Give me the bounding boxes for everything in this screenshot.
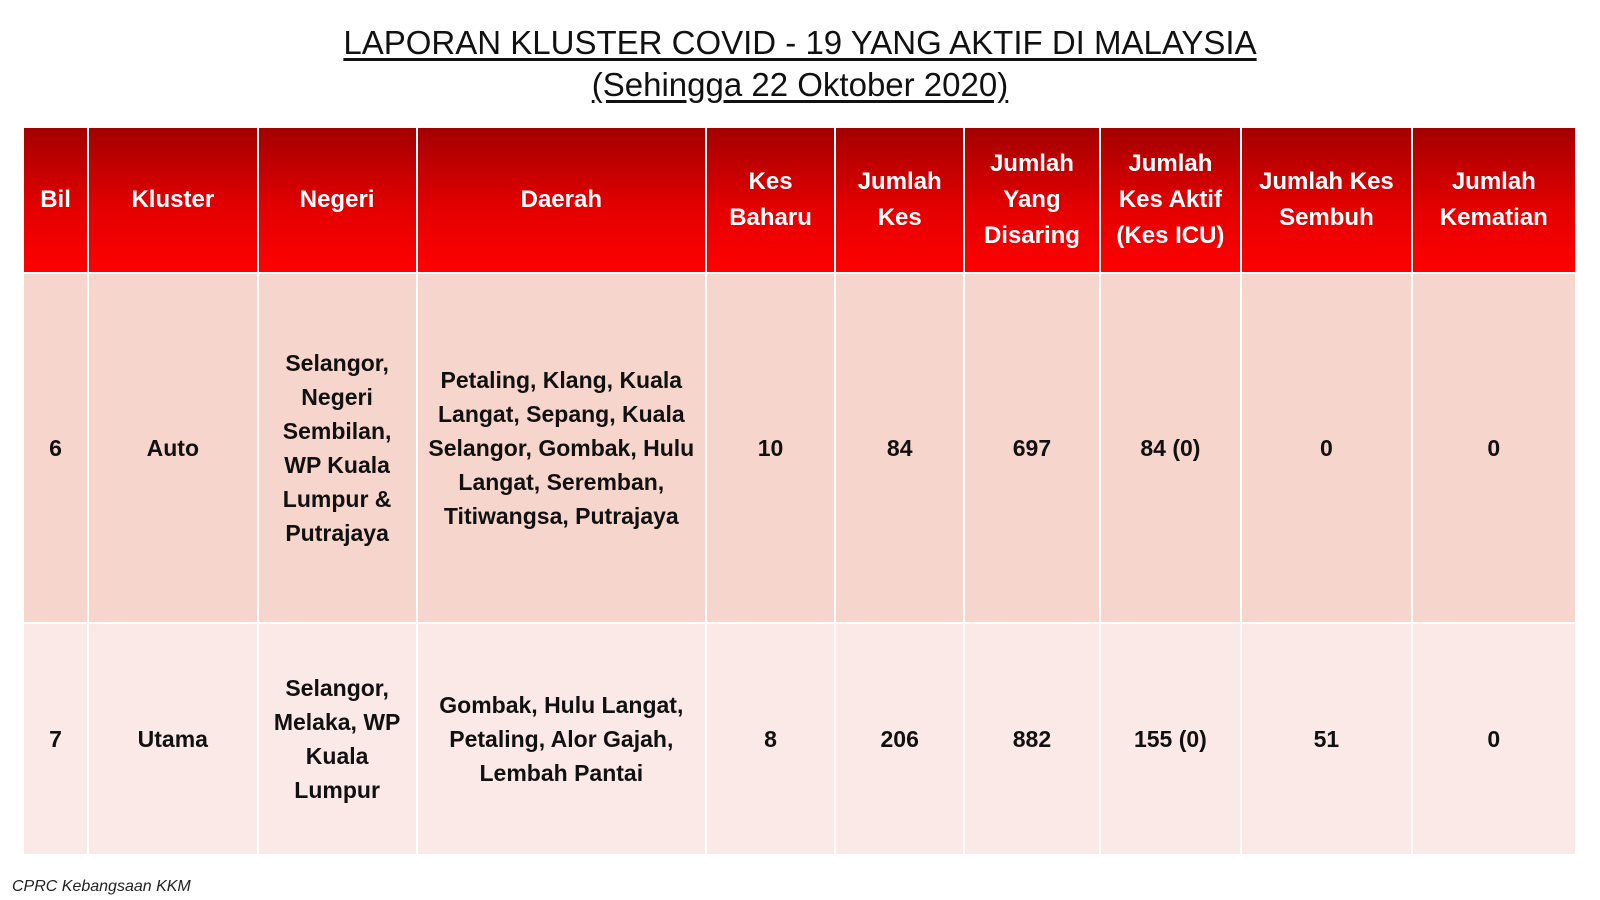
cell-bil: 7	[23, 623, 88, 855]
cell-negeri: Selangor, Negeri Sembilan, WP Kuala Lumpur & Putrajaya	[258, 273, 417, 623]
header-jumlah-kes: Jumlah Kes	[835, 127, 964, 273]
cell-jumlah-sembuh: 0	[1241, 273, 1411, 623]
footer-source: CPRC Kebangsaan KKM	[12, 878, 191, 895]
header-jumlah-sembuh: Jumlah Kes Sembuh	[1241, 127, 1411, 273]
table-row	[23, 273, 1576, 623]
cell-jumlah-kes: 206	[835, 623, 964, 855]
cell-jumlah-disaring: 697	[964, 273, 1099, 623]
cell-daerah: Gombak, Hulu Langat, Petaling, Alor Gajah, Lembah Pantai	[417, 623, 706, 855]
title-line-1: LAPORAN KLUSTER COVID - 19 YANG AKTIF DI MALAYSIA	[343, 24, 1257, 61]
title-line-2: (Sehingga 22 Oktober 2020)	[591, 66, 1009, 103]
cell-jumlah-kematian: 0	[1412, 623, 1576, 855]
cell-negeri: Selangor, Melaka, WP Kuala Lumpur	[258, 623, 417, 855]
header-jumlah-disaring: Jumlah Yang Disaring	[964, 127, 1099, 273]
header-kes-baharu: Kes Baharu	[706, 127, 835, 273]
cell-jumlah-aktif: 84 (0)	[1100, 273, 1242, 623]
cell-kes-baharu: 8	[706, 623, 835, 855]
header-daerah: Daerah	[417, 127, 706, 273]
report-title	[0, 22, 1600, 106]
header-kluster: Kluster	[88, 127, 257, 273]
cell-jumlah-disaring: 882	[964, 623, 1099, 855]
header-bil: Bil	[23, 127, 88, 273]
table-row	[23, 623, 1576, 855]
cell-kluster: Auto	[88, 273, 257, 623]
cell-kes-baharu: 10	[706, 273, 835, 623]
header-jumlah-kematian: Jumlah Kematian	[1412, 127, 1576, 273]
cell-jumlah-kematian: 0	[1412, 273, 1576, 623]
cell-jumlah-sembuh: 51	[1241, 623, 1411, 855]
cell-daerah: Petaling, Klang, Kuala Langat, Sepang, Kuala Selangor, Gombak, Hulu Langat, Seremban, Titiwangsa, Putrajaya	[417, 273, 706, 623]
cell-kluster: Utama	[88, 623, 257, 855]
cell-jumlah-kes: 84	[835, 273, 964, 623]
table-header-row	[23, 127, 1576, 273]
header-jumlah-aktif: Jumlah Kes Aktif (Kes ICU)	[1100, 127, 1242, 273]
header-negeri: Negeri	[258, 127, 417, 273]
cell-bil: 6	[23, 273, 88, 623]
cell-jumlah-aktif: 155 (0)	[1100, 623, 1242, 855]
cluster-table	[22, 126, 1577, 856]
